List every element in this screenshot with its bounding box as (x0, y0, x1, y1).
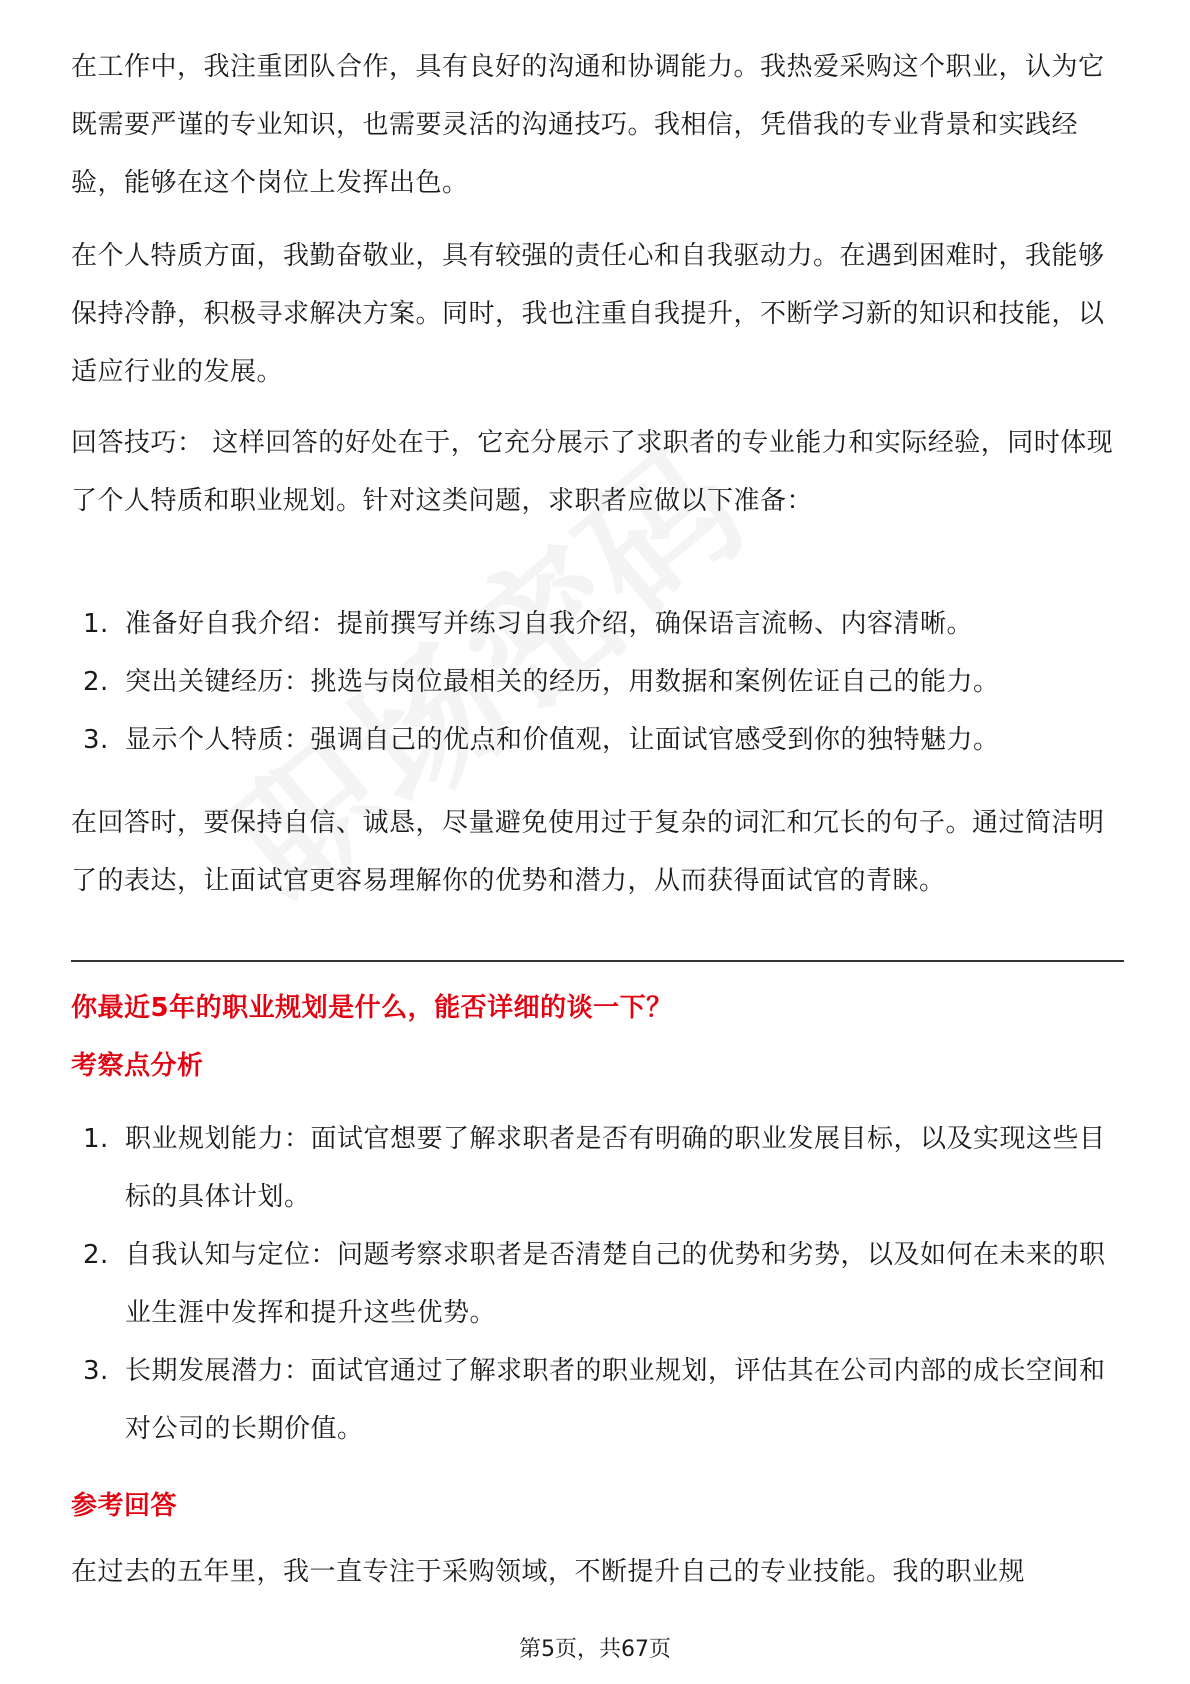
page-number: 第5页，共67页 (519, 1637, 671, 1662)
paragraph-answer-tips: 回答技巧： 这样回答的好处在于，它充分展示了求职者的专业能力和实际经验，同时体现了个人特质和职业规划。针对这类问题，求职者应做以下准备： (71, 428, 1114, 516)
list-text: 职业规划能力：面试官想要了解求职者是否有明确的职业发展目标，以及实现这些目标的具体计划。 (125, 1124, 1106, 1212)
paragraph-answer-advice: 在回答时，要保持自信、诚恳，尽量避免使用过于复杂的词汇和冗长的句子。通过简洁明了的表达，让面试官更容易理解你的优势和潜力，从而获得面试官的青睐。 (71, 808, 1105, 896)
list-item (71, 1226, 1121, 1342)
list-text: 自我认知与定位：问题考察求职者是否清楚自己的优势和劣势，以及如何在未来的职业生涯中发挥和提升这些优势。 (125, 1240, 1106, 1328)
list-text: 突出关键经历：挑选与岗位最相关的经历，用数据和案例佐证自己的能力。 (125, 667, 1000, 697)
list-item (71, 595, 1121, 653)
list-item (71, 653, 1121, 711)
list-number: 2. (83, 667, 109, 697)
list-number: 3. (83, 725, 109, 755)
list-text: 长期发展潜力：面试官通过了解求职者的职业规划，评估其在公司内部的成长空间和对公司的长期价值。 (125, 1356, 1106, 1444)
list-number: 2. (83, 1240, 109, 1270)
question-heading: 你最近5年的职业规划是什么，能否详细的谈一下？ (71, 993, 673, 1023)
list-number: 1. (83, 1124, 109, 1154)
list-item (71, 1110, 1121, 1226)
analysis-heading: 考察点分析 (71, 1051, 204, 1081)
answer-heading: 参考回答 (71, 1491, 178, 1521)
list-item (71, 711, 1121, 769)
tips-list (71, 595, 1121, 769)
paragraph-personal-traits: 在个人特质方面，我勤奋敬业，具有较强的责任心和自我驱动力。在遇到困难时，我能够保持冷静，积极寻求解决方案。同时，我也注重自我提升，不断学习新的知识和技能，以适应行业的发展。 (71, 241, 1105, 387)
list-text: 显示个人特质：强调自己的优点和价值观，让面试官感受到你的独特魅力。 (125, 725, 1000, 755)
list-number: 3. (83, 1356, 109, 1386)
paragraph-answer-start: 在过去的五年里，我一直专注于采购领域，不断提升自己的专业技能。我的职业规 (71, 1557, 1026, 1587)
list-text: 准备好自我介绍：提前撰写并练习自我介绍，确保语言流畅、内容清晰。 (125, 609, 974, 639)
analysis-list (71, 1110, 1121, 1458)
paragraph-teamwork: 在工作中，我注重团队合作，具有良好的沟通和协调能力。我热爱采购这个职业，认为它既需要严谨的专业知识，也需要灵活的沟通技巧。我相信，凭借我的专业背景和实践经验，能够在这个岗位上发挥出色。 (71, 52, 1105, 198)
section-divider (71, 960, 1124, 962)
list-item (71, 1342, 1121, 1458)
list-number: 1. (83, 609, 109, 639)
